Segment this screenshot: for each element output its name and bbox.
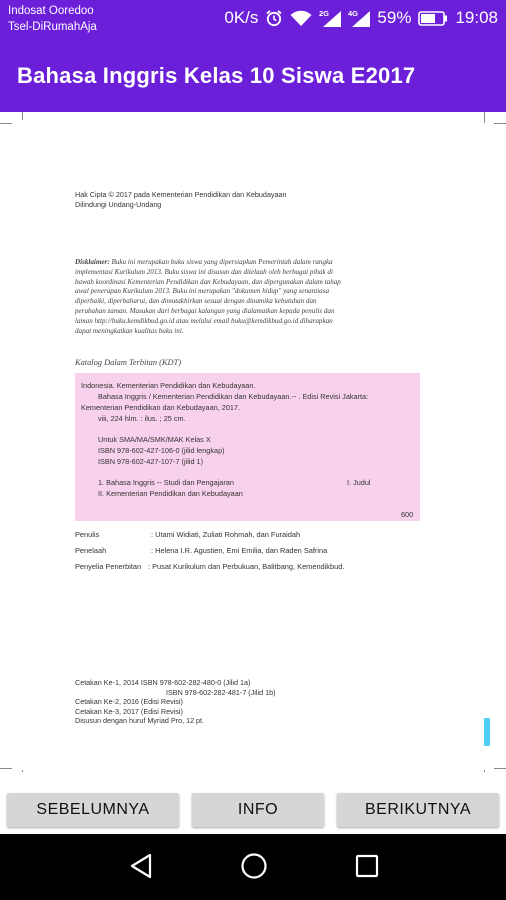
alarm-icon — [265, 9, 283, 27]
net-speed: 0K/s — [224, 8, 259, 27]
credit-label: Penulis — [75, 530, 100, 539]
kdt-line: I. Judul — [347, 478, 371, 487]
kdt-line: Indonesia. Kementerian Pendidikan dan Kebudayaan. — [81, 381, 256, 390]
app-bar — [0, 39, 506, 112]
wifi-icon — [290, 10, 312, 27]
crop-mark-top-left-h — [0, 123, 12, 124]
crop-mark-top-right-v — [484, 112, 485, 123]
svg-text:4G: 4G — [348, 9, 359, 18]
disclaimer-line: laman http://buku.kemdikbud.go.id atau melalui email buku@kemdikbud.go.id diharapkan — [75, 316, 333, 325]
kdt-line: Kementerian Pendidikan dan Kebudayaan, 2017. — [81, 403, 241, 412]
copyright-law-line: Dilindungi Undang-Undang — [75, 200, 162, 209]
kdt-line: Bahasa Inggris / Kementerian Pendidikan dan Kebudayaan.-- . Edisi Revisi Jakarta: — [98, 392, 369, 401]
katalog-title: Katalog Dalam Terbitan (KDT) — [75, 358, 182, 367]
print-history — [75, 678, 275, 726]
disclaimer-line: diperbaiki, diperbaharui, dan dimutakhirkan sesuai dengan dinamika kebutuhan dan — [75, 297, 317, 306]
kdt-line: ISBN 978-602-427-107-7 (jilid 1) — [98, 457, 204, 466]
carrier-info — [8, 3, 97, 35]
disclaimer-line: Buku ini merupakan buku siswa yang dipersiapkan Pemerintah dalam rangka — [109, 258, 333, 266]
document-page — [22, 120, 484, 770]
disclaimer-line: dapat meningkatkan kualitas buku ini. — [75, 326, 184, 335]
home-icon[interactable] — [240, 852, 268, 880]
next-button[interactable]: BERIKUTNYA — [337, 793, 499, 827]
print-line: Cetakan Ke-1, 2014 ISBN 978-602-282-480-0 (Jilid 1a) — [75, 678, 251, 687]
scrollbar-thumb[interactable] — [484, 718, 490, 746]
print-line: Cetakan Ke-3, 2017 (Edisi Revisi) — [75, 706, 183, 716]
kdt-line: 1. Bahasa Inggris -- Studi dan Pengajaran — [98, 478, 234, 487]
print-line: ISBN 978-602-282-481-7 (Jilid 1b) — [166, 687, 276, 697]
recents-icon[interactable] — [354, 852, 380, 880]
battery-percent: 59% — [377, 8, 412, 27]
signal-2g-icon — [319, 9, 341, 27]
crop-mark-top-right-h — [494, 123, 506, 124]
disclaimer-label: Disklaimer: — [75, 258, 110, 266]
credit-label: Penelaah — [75, 546, 107, 555]
kdt-number: 600 — [401, 510, 414, 519]
credit-value: : Utami Widiati, Zuliati Rohmah, dan Furaidah — [151, 530, 301, 539]
status-indicators — [224, 8, 498, 28]
info-button[interactable]: INFO — [192, 793, 324, 827]
svg-text:2G: 2G — [319, 9, 330, 18]
print-line: Disusun dengan huruf Myriad Pro, 12 pt. — [75, 716, 205, 726]
credit-label: Penyelia Penerbitan — [75, 562, 142, 571]
disclaimer-line: perubahan zaman. Masukan dari berbagai kalangan yang dialamatkan kepada penulis dan — [75, 306, 335, 315]
signal-4g-icon — [348, 9, 370, 27]
crop-mark-bottom-left-v — [22, 770, 23, 772]
pdf-viewer[interactable] — [0, 112, 506, 772]
print-line: Cetakan Ke-2, 2016 (Edisi Revisi) — [75, 697, 183, 707]
credit-row-penulis — [75, 530, 301, 539]
back-icon[interactable] — [128, 852, 154, 880]
disclaimer-line: implementasi Kurikulum 2013. Buku siswa ini disusun dan ditelaah oleh berbagai pihak di — [75, 267, 333, 276]
copyright-line: Hak Cipta © 2017 pada Kementerian Pendidikan dan Kebudayaan — [75, 190, 287, 199]
disclaimer-line: awal penerapan Kurikulum 2013. Buku ini merupakan "dokumen hidup" yang senantiasa — [75, 287, 330, 296]
disclaimer-line: bawah koordinasi Kementerian Pendidikan dan Kebudayaan, dan dipergunakan dalam tahap — [75, 277, 341, 286]
kdt-box — [75, 373, 420, 521]
carrier-1: Indosat Ooredoo — [8, 5, 94, 17]
kdt-line: Untuk SMA/MA/SMK/MAK Kelas X — [98, 435, 211, 444]
app-title: Bahasa Inggris Kelas 10 Siswa E2017 — [17, 63, 416, 88]
kdt-line: viii, 224 hlm. : ilus. ; 25 cm. — [98, 414, 186, 423]
navigation-buttons — [0, 786, 506, 830]
battery-icon — [418, 11, 448, 26]
kdt-line: II. Kementerian Pendidikan dan Kebudayaan — [98, 489, 243, 498]
disclaimer-paragraph — [75, 258, 423, 336]
credit-row-penelaah — [75, 546, 328, 555]
copyright-block — [75, 190, 287, 210]
clock: 19:08 — [455, 8, 498, 27]
system-nav-bar — [0, 834, 506, 900]
crop-mark-bottom-left-h — [0, 768, 12, 769]
carrier-2: Tsel-DiRumahAja — [8, 21, 97, 33]
credit-value: : Helena I.R. Agustien, Emi Emilia, dan Raden Safrina — [151, 546, 328, 555]
crop-mark-bottom-right-v — [484, 770, 485, 772]
credit-row-penyelia — [75, 562, 345, 571]
credit-value: : Pusat Kurikulum dan Perbukuan, Balitbang, Kemendikbud. — [148, 562, 345, 571]
status-bar — [0, 0, 506, 39]
previous-button[interactable]: SEBELUMNYA — [7, 793, 179, 827]
kdt-line: ISBN 978-602-427-106-0 (jilid lengkap) — [98, 446, 225, 455]
crop-mark-bottom-right-h — [494, 768, 506, 769]
